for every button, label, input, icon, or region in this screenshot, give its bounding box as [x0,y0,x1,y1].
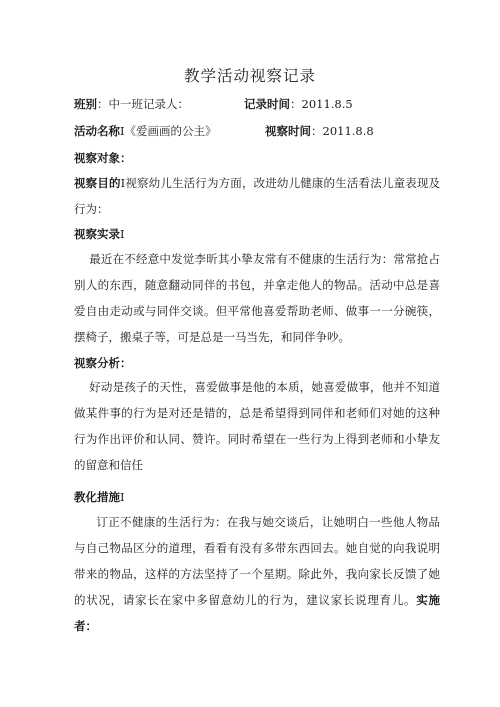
record-label: 视察实录 [74,227,120,241]
record-text: 最近在不经意中发觉李昕其小挚友常有不健康的生活行为：常常抢占别人的东西，随意翻动同伴的书包，并拿走他人的物品。活动中总是喜爱自由走动或与同伴交谈。但平常他喜爱帮助老师、做事一一分碗筷，摆椅子，搬桌子等，可是总是一马当先，和同伴争吵。 [74,252,440,344]
record-heading [74,226,125,242]
implementer-label: 实施者： [74,593,441,633]
measures-heading [74,489,125,505]
analysis-paragraph [74,374,440,478]
analysis-text: 好动是孩子的天性，喜爱做事是他的本质，她喜爱做事，他并不知道做某件事的行为是对还是错的，总是希望得到同伴和老师们对她的这种行为作出评价和认同、赞许。同时希望在一些行为上得到老师和小挚友的留意和信任 [74,380,440,472]
record-time-label: 记录时间 [244,97,290,111]
record-time-row [244,96,353,112]
recorder-colon: ： [177,97,189,111]
class-value: ：中一班 [97,97,143,111]
measures-paragraph [74,509,440,639]
purpose-text: I视察幼儿生活行为方面，改进幼儿健康的生活看法儿童表现及行为： [74,176,440,216]
class-label: 班别 [74,97,97,111]
purpose-label: 视察目的 [74,176,121,190]
analysis-label: 视察分析： [74,356,132,370]
observe-time-value: ：2011.8.8 [311,124,374,138]
record-time-value: ：2011.8.5 [290,97,353,111]
measures-text: 订正不健康的生活行为：在我与她交谈后，让她明白一些他人物品与自己物品区分的道理，看看有没有多带东西回去。她自觉的向我说明带来的物品，这样的方法坚持了一个星期。除此外，我向家长反馈了她的状况，请家长在家中多留意幼儿的行为，建议家长说理育儿。 [74,515,440,607]
activity-name-value: I《爱画画的公主》 [120,124,217,138]
measures-label-suffix: I [120,490,125,504]
measures-label: 教化措施 [74,490,120,504]
recorder-label: 记录人 [143,97,178,111]
observe-target-label: 视察对象： [74,151,132,165]
record-paragraph [74,246,440,350]
observe-time-row [265,123,374,139]
activity-name-row [74,123,217,139]
observe-time-label: 视察时间 [265,124,311,138]
purpose-paragraph [74,170,440,222]
record-label-suffix: I [120,227,125,241]
activity-name-label: 活动名称 [74,124,120,138]
class-info-row [74,96,189,112]
page-title: 教学活动视察记录 [183,67,316,85]
